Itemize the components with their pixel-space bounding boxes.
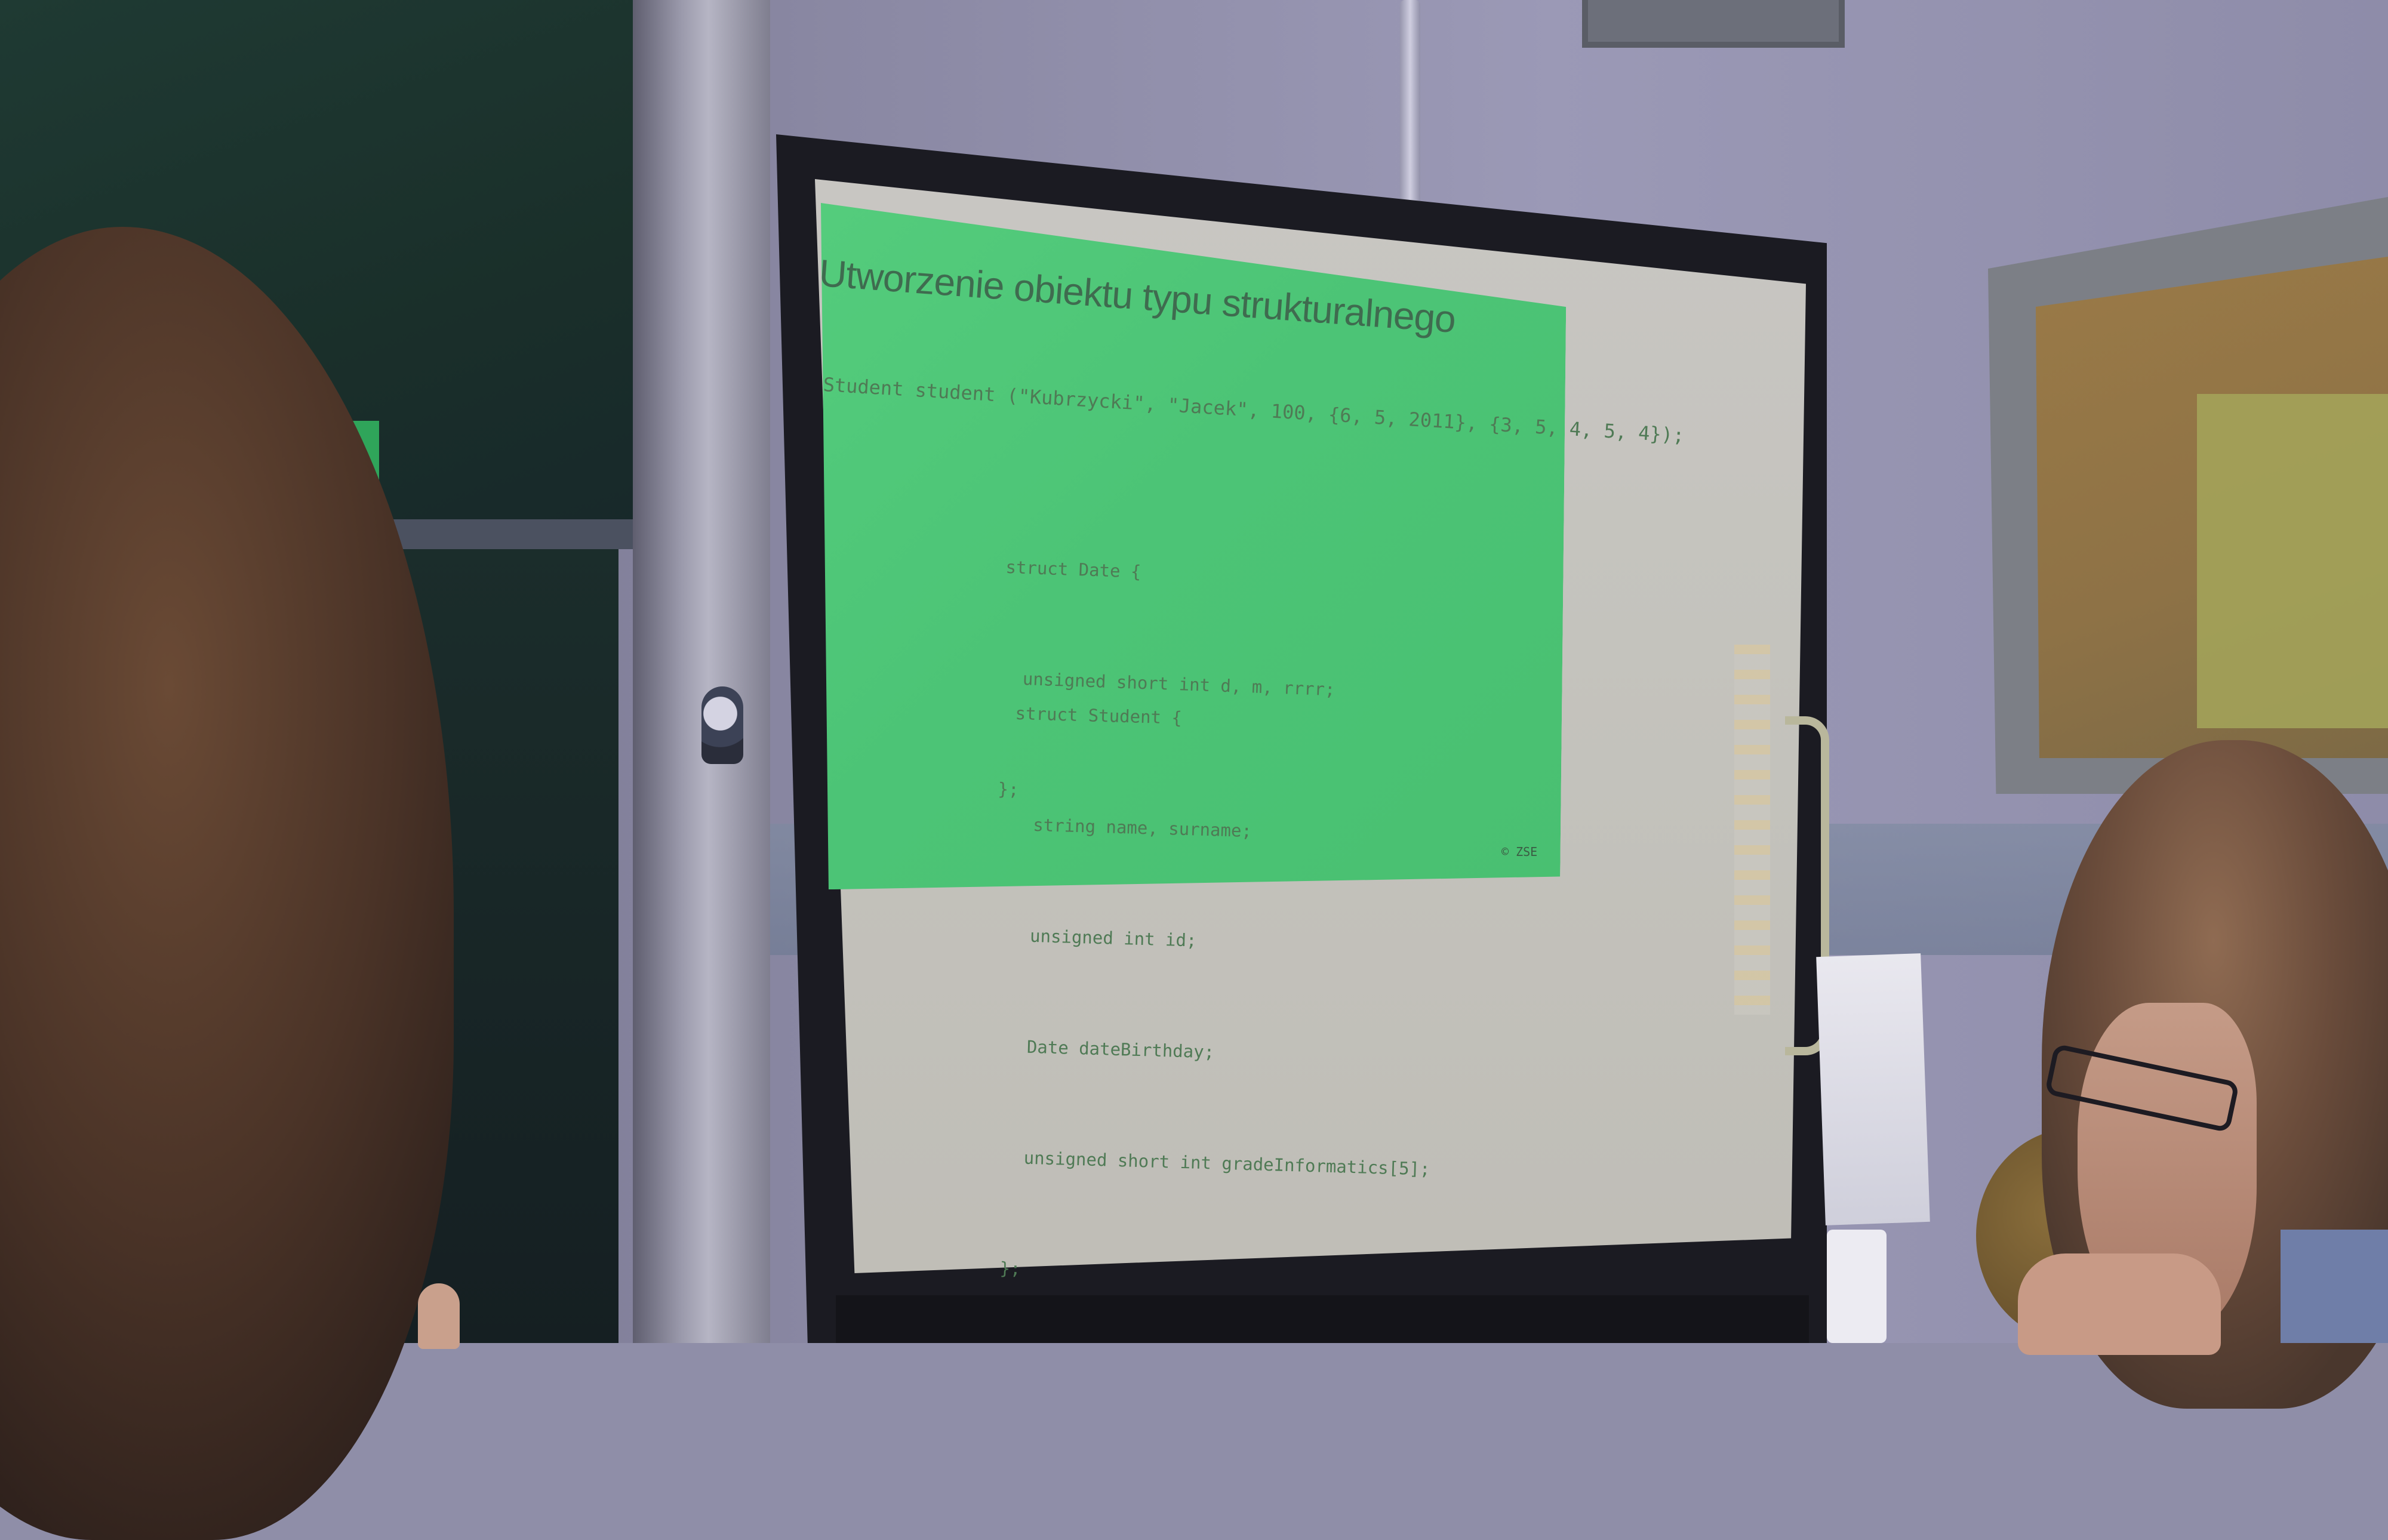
student-hands-right xyxy=(2018,1253,2221,1355)
lightbulb-sticker-icon xyxy=(701,686,743,764)
wall-pipe xyxy=(1400,0,1420,233)
code-line: string name, surname; xyxy=(1012,814,1253,842)
slide-title: Utworzenie obiektu typu strukturalnego xyxy=(817,251,1457,341)
code-block-student xyxy=(998,621,1445,1336)
student-shirt xyxy=(2281,1230,2388,1343)
code-line: unsigned short int gradeInformatics[5]; xyxy=(1002,1147,1430,1179)
code-line: struct Student { xyxy=(1015,703,1183,728)
slide-footer-logo: © ZSE xyxy=(1501,845,1538,859)
code-line: unsigned short int d, m, rrrr; xyxy=(1001,667,1336,700)
picture-frame xyxy=(1582,0,1845,48)
code-line: unsigned int id; xyxy=(1008,925,1197,951)
code-line: }; xyxy=(998,778,1020,800)
code-student-init: Student student ("Kubrzycki", "Jacek", 100, {6, 5, 2011}, {3, 5, 4, 5, 4}); xyxy=(822,373,1685,447)
code-line: Date dateBirthday; xyxy=(1005,1036,1215,1062)
wall-socket xyxy=(1827,1230,1887,1343)
whiteboard-side-labels xyxy=(1734,645,1770,1015)
metal-post xyxy=(633,0,770,1343)
code-line: struct Date { xyxy=(1005,556,1142,582)
student-hand-left xyxy=(418,1283,460,1349)
wall-poster xyxy=(1816,953,1930,1225)
code-line: }; xyxy=(999,1258,1021,1279)
notice-board-paper xyxy=(2197,394,2388,728)
